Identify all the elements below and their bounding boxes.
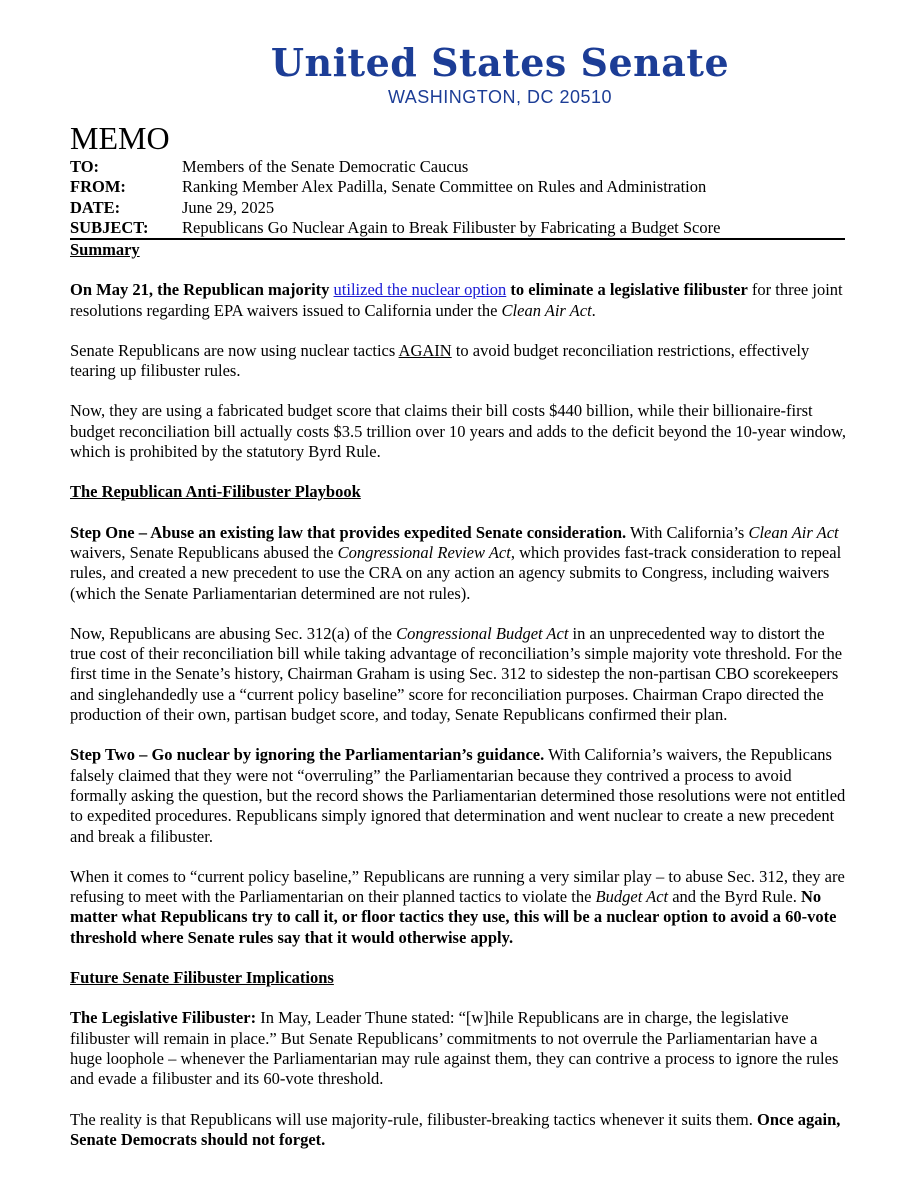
future-p1-text: In May, Leader Thune stated: “[w]hile Republicans are in charge, the legislative filibuster will remain in place.” But Senate Republicans’ commitments to not overrule the Parliamentarian have a huge loophole – whenever the Parliamentarian may rule against them, they can contrive a process to ignore the rules and evade a filibuster and its 60-vote threshold. (70, 1008, 839, 1089)
letterhead (0, 40, 920, 108)
summary-p2-underline: AGAIN (398, 340, 452, 360)
date-row (70, 198, 845, 218)
summary-p1-end: . (591, 300, 596, 320)
memo-body (70, 240, 848, 1150)
from-row (70, 177, 845, 197)
summary-paragraph-1 (70, 280, 848, 321)
to-row (70, 157, 845, 177)
memo-header-block (70, 157, 845, 239)
summary-paragraph-2 (70, 341, 848, 382)
step-two-p2-text-a: When it comes to “current policy baseline,” Republicans are running a very similar play – to abuse Sec. 312, they are refusing to meet with the Parliamentarian on their planned tactics to violate the (70, 866, 845, 907)
step-one-text-a: With California’s (629, 522, 745, 542)
step-two-paragraph (70, 745, 848, 846)
summary-p1-bold-a: On May 21, the Republican majority (70, 280, 330, 300)
step-two-p2-text-b: and the Byrd Rule. (672, 887, 797, 907)
subject-label: SUBJECT: (70, 218, 149, 238)
summary-heading: Summary (70, 240, 140, 259)
date-value: June 29, 2025 (182, 197, 275, 217)
future-p2-text: The reality is that Republicans will use majority-rule, filibuster-breaking tactics whenever it suits them. (70, 1109, 753, 1129)
future-paragraph-2 (70, 1110, 848, 1151)
subject-row (70, 218, 845, 238)
step-two-bold: Step Two – Go nuclear by ignoring the Parliamentarian’s guidance. (70, 745, 545, 765)
step-one-p2-italic: Congressional Budget Act (396, 623, 569, 643)
to-label: TO: (70, 157, 100, 176)
summary-paragraph-3: Now, they are using a fabricated budget score that claims their bill costs $440 billion, while their billionaire-first budget reconciliation bill actually costs $3.5 trillion over 10 years and adds to the deficit beyond the 10-year window, which is prohibited by the statutory Byrd Rule. (70, 401, 847, 462)
playbook-heading: The Republican Anti-Filibuster Playbook (70, 482, 361, 502)
to-value: Members of the Senate Democratic Caucus (182, 157, 469, 176)
summary-p1-bold-b: to eliminate a legislative filibuster (510, 280, 748, 300)
future-p1-bold: The Legislative Filibuster: (70, 1008, 257, 1028)
subject-value: Republicans Go Nuclear Again to Break Filibuster by Fabricating a Budget Score (182, 218, 721, 238)
step-one-paragraph (70, 523, 848, 604)
step-two-paragraph-2 (70, 867, 848, 948)
senate-title: United States Senate (270, 40, 730, 85)
step-two-p2-bold: No matter what Republicans try to call it, or floor tactics they use, this will be a nuclear option to avoid a 60-vote threshold where Senate rules say that it would otherwise apply. (70, 887, 837, 947)
memo-heading: MEMO (70, 120, 170, 156)
step-one-bold: Step One – Abuse an existing law that provides expedited Senate consideration. (70, 522, 627, 542)
summary-p1-text: for three joint resolutions regarding EPA waivers issued to California under the (70, 280, 843, 320)
nuclear-option-link[interactable]: utilized the nuclear option (333, 280, 507, 300)
future-paragraph-1 (70, 1008, 848, 1089)
senate-address: WASHINGTON, DC 20510 (387, 87, 613, 107)
step-one-italic-2: Congressional Review Act (337, 542, 511, 562)
step-one-text-b: waivers, Senate Republicans abused the (70, 542, 334, 562)
step-one-text-c: , which provides fast-track consideration to repeal rules, and created a new precedent to use the CRA on any action an agency submits to Congress, including waivers (which the Senate Parliamentarian determined are not rules). (70, 542, 842, 603)
future-heading: Future Senate Filibuster Implications (70, 968, 334, 988)
step-one-p2-text-a: Now, Republicans are abusing Sec. 312(a) of the (70, 623, 392, 643)
step-one-italic-1: Clean Air Act (748, 522, 839, 542)
from-label: FROM: (70, 177, 126, 197)
summary-p2-text-b: to avoid budget reconciliation restrictions, effectively tearing up filibuster rules. (70, 340, 810, 381)
from-value: Ranking Member Alex Padilla, Senate Committee on Rules and Administration (182, 177, 707, 197)
step-one-paragraph-2 (70, 624, 848, 725)
date-label: DATE: (70, 197, 121, 217)
future-p2-bold: Once again, Senate Democrats should not forget. (70, 1109, 841, 1149)
summary-p2-text-a: Senate Republicans are now using nuclear tactics (70, 340, 396, 360)
step-one-p2-text-b: in an unprecedented way to distort the true cost of their reconciliation bill while taking advantage of reconciliation’s simple majority vote threshold. For the first time in the Senate’s history, Chairman Graham is using Sec. 312 to sidestep the non-partisan CBO scorekeepers and singlehandedly use a “current policy baseline” score for reconciliation purposes. Chairman Crapo directed the production of their own, partisan budget score, and today, Senate Republicans confirmed their plan. (70, 623, 843, 725)
summary-p1-italic: Clean Air Act (501, 300, 592, 320)
step-two-text: With California’s waivers, the Republicans falsely claimed that they were not “overruling” the Parliamentarian because they contrived a process to avoid formally asking the question, but the record shows the Parliamentarian determined those resolutions were not entitled to expedited procedures. Republicans simply ignored that determination and went nuclear to create a new precedent and break a filibuster. (70, 745, 846, 846)
step-two-p2-italic: Budget Act (595, 887, 669, 907)
